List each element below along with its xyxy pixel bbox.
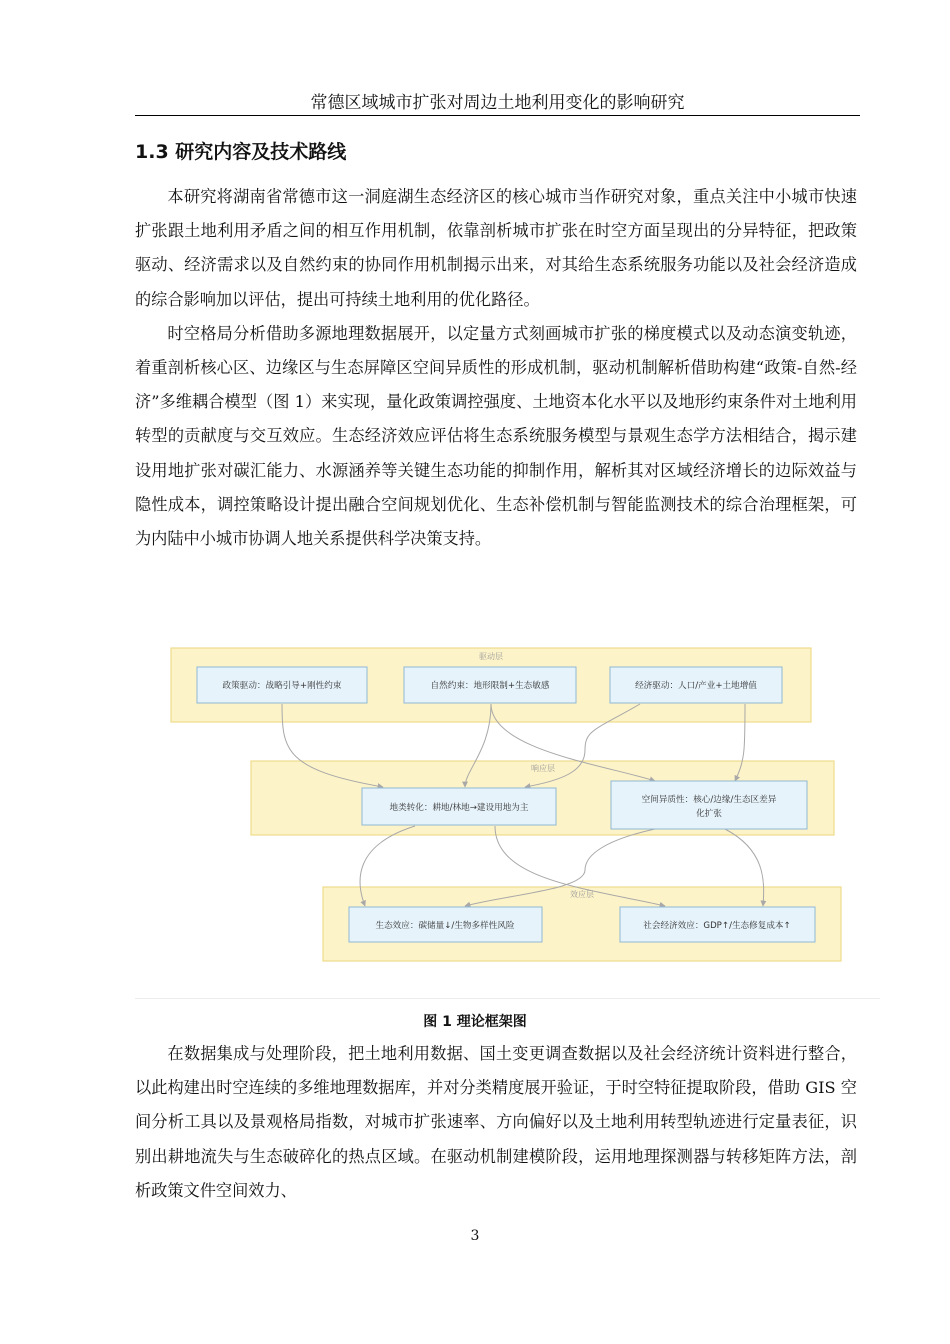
figure-caption: 图 1 理论框架图 — [423, 1014, 527, 1030]
node-policy-driver-label: 政策驱动：战略引导+刚性约束 — [222, 681, 342, 691]
node-ecological-effect-label: 生态效应：碳储量↓/生物多样性风险 — [375, 921, 515, 931]
node-economic-driver-label: 经济驱动：人口/产业+土地增值 — [635, 681, 757, 691]
node-landuse-conversion-label: 地类转化：耕地/林地→建设用地为主 — [389, 803, 529, 813]
paragraph: 本研究将湖南省常德市这一洞庭湖生态经济区的核心城市当作研究对象，重点关注中小城市快速扩张跟土地利用矛盾之间的相互作用机制，依靠剖析城市扩张在时空方面呈现出的分异特征，把政策驱动、经济需求以及自然约束的协同作用机制揭示出来，对其给生态系统服务功能以及社会经济造成的综合影响加以评估，提出可持续土地利用的优化路径。 — [135, 187, 857, 309]
response-layer-label: 响应层 — [531, 764, 555, 773]
section-title: 1.3 研究内容及技术路线 — [135, 141, 347, 163]
running-header: 常德区域城市扩张对周边土地利用变化的影响研究 — [310, 93, 685, 113]
figure-divider — [135, 998, 880, 999]
paragraph: 在数据集成与处理阶段，把土地利用数据、国土变更调查数据以及社会经济统计资料进行整合，以此构建出时空连续的多维地理数据库，并对分类精度展开验证，于时空特征提取阶段，借助 GIS 空间分析工具以及景观格局指数，对城市扩张速率、方向偏好以及土地利用转型轨迹进行定量表征，识别出耕地流失与生态破碎化的热点区域。在驱动机制建模阶段，运用地理探测器与转移矩阵方法，剖析政策文件空间效力、 — [135, 1044, 857, 1200]
node-natural-constraint-label: 自然约束：地形限制+生态敏感 — [430, 681, 550, 691]
node-spatial-heterogeneity — [611, 781, 807, 829]
paragraph: 时空格局分析借助多源地理数据展开，以定量方式刻画城市扩张的梯度模式以及动态演变轨迹，着重剖析核心区、边缘区与生态屏障区空间异质性的形成机制，驱动机制解析借助构建“政策-自然-经济”多维耦合模型（图 1）来实现，量化政策调控强度、土地资本化水平以及地形约束条件对土地利用转型的贡献度与交互效应。生态经济效应评估将生态系统服务模型与景观生态学方法相结合，揭示建设用地扩张对碳汇能力、水源涵养等关键生态功能的抑制作用，解析其对区域经济增长的边际效益与隐性成本，调控策略设计提出融合空间规划优化、生态补偿机制与智能监测技术的综合治理框架，可为内陆中小城市协调人地关系提供科学决策支持。 — [135, 323, 857, 549]
node-socioeconomic-effect-label: 社会经济效应：GDP↑/生态修复成本↑ — [643, 921, 791, 931]
driver-layer-label: 驱动层 — [479, 652, 503, 661]
body-text-top — [135, 180, 857, 556]
node-spatial-heterogeneity-label: 空间异质性：核心/边缘/生态区差异 — [641, 795, 777, 805]
header-rule — [135, 115, 860, 116]
theoretical-framework-figure — [165, 640, 845, 970]
page-number: 3 — [470, 1228, 480, 1244]
effect-layer-label: 效应层 — [570, 890, 594, 899]
body-text-bottom — [135, 1037, 857, 1208]
node-spatial-heterogeneity-label-2: 化扩张 — [696, 809, 722, 819]
